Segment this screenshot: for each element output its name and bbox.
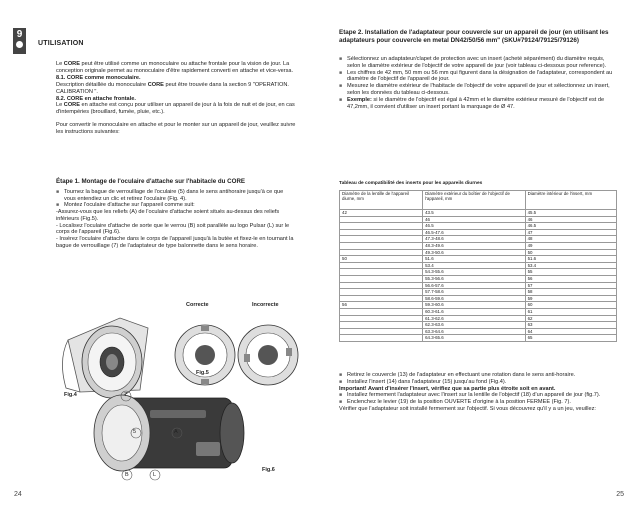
intro-para: 8.1. CORE comme monoculaire.: [56, 74, 141, 81]
lens-diameter-cell: [340, 229, 423, 236]
insert-diameter-cell: 58: [525, 289, 616, 296]
page-number-right: 25: [616, 491, 624, 498]
outer-diameter-cell: 61.3-62.6: [423, 315, 525, 322]
table-row: [340, 256, 617, 263]
insert-diameter-cell: 63: [525, 322, 616, 329]
callout-a: A: [174, 429, 178, 435]
table-header: Diamètre extérieur du boîtier de l'objectif de l'appareil, mm: [423, 191, 525, 210]
device-illustrations: [0, 300, 319, 512]
table-row: [340, 289, 617, 296]
lens-diameter-cell: [340, 262, 423, 269]
outer-diameter-cell: 46.5-47.6: [423, 229, 525, 236]
lens-diameter-cell: [340, 269, 423, 276]
table-row: [340, 210, 617, 217]
list-item: ■ Retirez le couvercle (13) de l'adaptateur en effectuant une rotation dans le sens anti-horaire.: [339, 372, 619, 379]
lens-diameter-cell: [340, 242, 423, 249]
callout-b: B: [125, 472, 129, 478]
list-item: ■ Sélectionnez un adaptateur/clapet de protection avec un insert (acheté séparément) du diamètre requis, selon le diamètre extérieur de l'objectif de votre appareil de jour (voir tableau ci-dessous pour reference).: [339, 56, 619, 70]
section-title: UTILISATION: [38, 40, 84, 47]
lens-diameter-cell: [340, 236, 423, 243]
step1-title: Étape 1. Montage de l'oculaire d'attache sur l'habitacle du CORE: [56, 178, 246, 185]
fig6-label: Fig.6: [262, 467, 275, 473]
table-row: [340, 269, 617, 276]
list-item: - Insérez l'oculaire d'attache dans le corps de l'appareil jusqu'à la butée et fixez-le en tournant la bague de verrouillage (7) de l'adaptateur de type baïonnette dans le sens horaire.: [56, 235, 294, 249]
step2-list-bottom: [339, 372, 619, 413]
lens-diameter-cell: [340, 308, 423, 315]
table-row: [340, 216, 617, 223]
lens-diameter-cell: [340, 223, 423, 230]
convert-text: Pour convertir le monoculaire en attache et pour le monter sur un appareil de jour, veuillez suivre les instructions suivantes:: [56, 122, 296, 136]
list-item: ■ Les chiffres de 42 mm, 50 mm ou 56 mm qui figurent dans la désignation de l'adaptateur, correspondent au diamètre de l'objectif de l'appareil de jour.: [339, 70, 619, 84]
insert-diameter-cell: 59: [525, 295, 616, 302]
list-item: ■ Tournez la bague de verrouillage de l'oculaire (5) dans le sens antihoraire jusqu'à ce que vous entendiez un clic et retirez l'oculaire (Fig. 4).: [56, 189, 296, 202]
outer-diameter-cell: 53.4: [423, 262, 525, 269]
incorrect-ring: [238, 325, 298, 385]
lens-diameter-cell: [340, 335, 423, 342]
fig5-label: Fig.5: [196, 370, 209, 376]
outer-diameter-cell: 47.3-48.6: [423, 236, 525, 243]
intro-para: Description détaillée du monoculaire CORE peut être trouvée dans la section 9 "OPERATION. CALIBRATION ".: [56, 81, 289, 95]
outer-diameter-cell: 43.5: [423, 210, 525, 217]
step2-list-top: [339, 56, 619, 110]
table-row: [340, 223, 617, 230]
fig4-label: Fig.4: [64, 392, 77, 398]
callout-5: 5: [133, 429, 137, 435]
lens-diameter-cell: [340, 275, 423, 282]
insert-diameter-cell: 60: [525, 302, 616, 309]
correct-ring: [175, 325, 235, 385]
insert-diameter-cell: 46.5: [525, 223, 616, 230]
table-caption: Tableau de compatibilité des inserts pour les appareils diurnes: [339, 181, 483, 186]
table-row: [340, 242, 617, 249]
right-page: [319, 0, 638, 512]
list-item: Vérifier que l'adaptateur soit installé fermement sur l'objectif. Si vous découvrez qu'il y a un jeu, veuillez:: [339, 405, 596, 412]
important-note: Important! Avant d'insérer l'insert, vérifiez que sa partie plus étroite soit en avant.: [339, 385, 556, 392]
intro-para: Le CORE peut être utilisé comme un monoculaire ou attache frontale pour la vision de jour. La conception originale permet au monoculaire d'être rapidement converti en attache et vice-versa.: [56, 61, 294, 74]
lens-diameter-cell: [340, 289, 423, 296]
example-item: ■ Exemple: si le diamètre de l'objectif est égal à 42mm et le diamètre extérieur mesuré de l'objectif est de 47,2mm, il convient d'utiliser un insert portant la marquage de Ø 47.: [339, 97, 619, 111]
outer-diameter-cell: 49.3-50.6: [423, 249, 525, 256]
table-row: [340, 315, 617, 322]
insert-diameter-cell: 57: [525, 282, 616, 289]
eyepiece-illustration: [62, 318, 148, 398]
section-bullet-icon: [16, 41, 23, 48]
table-row: [340, 335, 617, 342]
table-row: [340, 249, 617, 256]
outer-diameter-cell: 48.3-49.6: [423, 242, 525, 249]
table-row: [340, 295, 617, 302]
table-header: Diamètre intérieur de l'insert, mm: [525, 191, 616, 210]
table-row: [340, 262, 617, 269]
insert-diameter-cell: 45.5: [525, 210, 616, 217]
list-item: ■ Enclenchez le levier (19) de la position OUVERTE d'origine à la position FERMEE (Fig. 7).: [339, 399, 619, 406]
outer-diameter-cell: 55.3-56.6: [423, 275, 525, 282]
outer-diameter-cell: 64.3-65.6: [423, 335, 525, 342]
outer-diameter-cell: 62.3-63.6: [423, 322, 525, 329]
page-number-left: 24: [14, 491, 22, 498]
incorrect-label: Incorrecte: [252, 302, 279, 308]
step2-title: Etape 2. Installation de l'adaptateur pour couvercle sur un appareil de jour (en utilisant les adaptateurs pour couvercle en metal DN42/50/56 mm" (SKU#79124/79125/79126): [339, 29, 609, 44]
lens-diameter-cell: 56: [340, 302, 423, 309]
list-item: - Localisez l'oculaire d'attache de sorte que le verrou (B) soit parallèle au logo Pulsar (L) sur le corps de l'appareil (Fig.6).: [56, 222, 290, 236]
outer-diameter-cell: 63.3-64.6: [423, 328, 525, 335]
step1-list: [56, 189, 296, 249]
table-row: [340, 302, 617, 309]
table-row: [340, 229, 617, 236]
callout-7: 7: [124, 392, 128, 398]
lens-diameter-cell: [340, 328, 423, 335]
table-row: [340, 282, 617, 289]
insert-diameter-cell: 62: [525, 315, 616, 322]
list-item: ■ Mesurez le diamètre extérieur de l'habitacle de l'objectif de votre appareil de jour et sélectionnez un insert, selon les données du tableau ci-dessous.: [339, 83, 619, 97]
insert-diameter-cell: 55: [525, 269, 616, 276]
insert-diameter-cell: 61: [525, 308, 616, 315]
table-row: [340, 275, 617, 282]
lens-diameter-cell: [340, 216, 423, 223]
list-item: -Assurez-vous que les reliefs (A) de l'oculaire d'attache soient situés au-dessus des reliefs inférieurs (Fig.5).: [56, 209, 280, 222]
insert-diameter-cell: 46: [525, 216, 616, 223]
intro-para: Le CORE en attache est conçu pour utiliser un appareil de jour à la fois de nuit et de jour, en cas d'intempéries (brouillard, fumée, pluie, etc.).: [56, 102, 295, 116]
list-item: ■ Installez fermement l'adaptateur avec l'insert sur la lentille de l'objectif (18) d'un appareil de jour (fig.7).: [339, 392, 619, 399]
lens-diameter-cell: 42: [340, 210, 423, 217]
insert-diameter-cell: 56: [525, 275, 616, 282]
insert-diameter-cell: 64: [525, 328, 616, 335]
insert-diameter-cell: 65: [525, 335, 616, 342]
intro-para: 8.2. CORE en attache frontale.: [56, 95, 136, 102]
insert-diameter-cell: 47: [525, 229, 616, 236]
table-row: [340, 322, 617, 329]
lens-diameter-cell: [340, 249, 423, 256]
list-item: ■ Installez l'insert (14) dans l'adaptateur (15) jusqu'au fond (Fig.4).: [339, 379, 619, 386]
insert-diameter-cell: 49: [525, 242, 616, 249]
outer-diameter-cell: 54.3-55.6: [423, 269, 525, 276]
insert-diameter-cell: 53.4: [525, 262, 616, 269]
outer-diameter-cell: 56.6-57.6: [423, 282, 525, 289]
lens-diameter-cell: [340, 315, 423, 322]
core-device-illustration: [94, 395, 244, 471]
table-row: [340, 236, 617, 243]
lens-diameter-cell: [340, 295, 423, 302]
callout-l: L: [153, 472, 157, 478]
table-row: [340, 328, 617, 335]
outer-diameter-cell: 58.6-59.6: [423, 295, 525, 302]
insert-diameter-cell: 50: [525, 249, 616, 256]
insert-diameter-cell: 51.6: [525, 256, 616, 263]
lens-diameter-cell: [340, 282, 423, 289]
outer-diameter-cell: 59.3-60.6: [423, 302, 525, 309]
list-item: ■ Montez l'oculaire d'attache sur l'appareil comme suit:: [56, 202, 296, 209]
table-row: [340, 308, 617, 315]
correct-label: Correcte: [186, 302, 209, 308]
outer-diameter-cell: 57.7-58.6: [423, 289, 525, 296]
insert-diameter-cell: 48: [525, 236, 616, 243]
compatibility-table: [339, 190, 617, 342]
section-number: 9: [16, 29, 23, 40]
lens-diameter-cell: 50: [340, 256, 423, 263]
outer-diameter-cell: 46.5: [423, 223, 525, 230]
outer-diameter-cell: 46: [423, 216, 525, 223]
lens-diameter-cell: [340, 322, 423, 329]
table-header: Diamètre de la lentille de l'appareil diurne, mm: [340, 191, 423, 210]
outer-diameter-cell: 60.3-61.6: [423, 308, 525, 315]
intro-text: [56, 61, 296, 136]
outer-diameter-cell: 51.6: [423, 256, 525, 263]
